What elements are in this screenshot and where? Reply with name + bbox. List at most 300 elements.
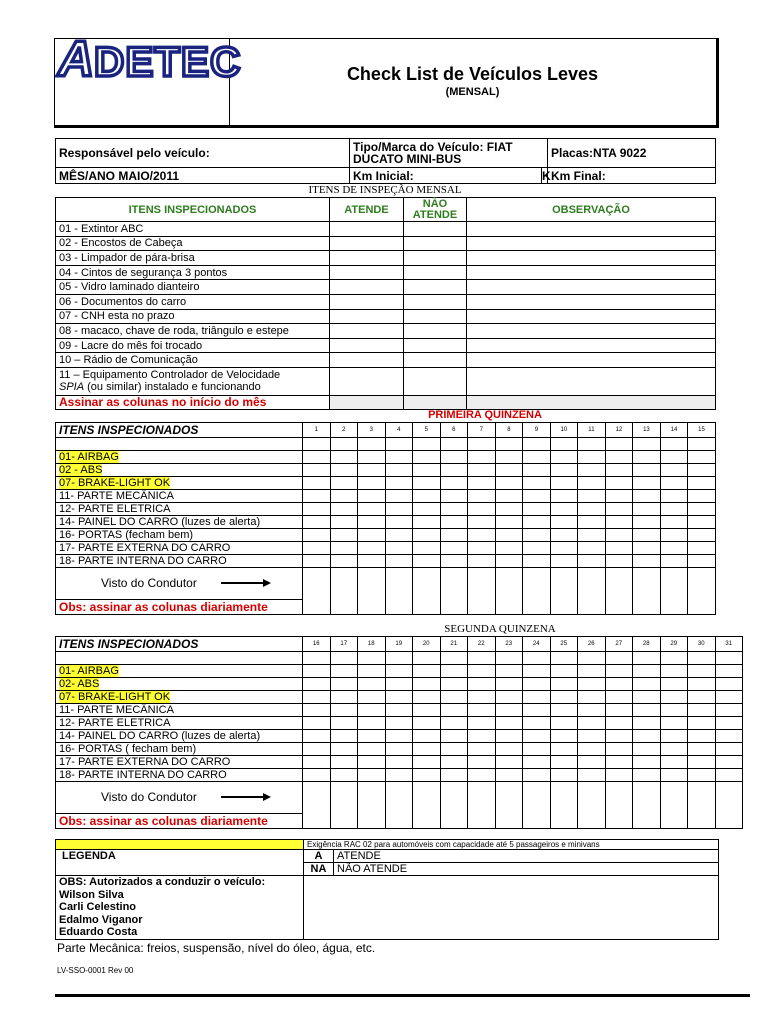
day-check-cell[interactable] — [605, 743, 633, 756]
day-check-cell[interactable] — [495, 503, 523, 516]
day-check-cell[interactable] — [715, 730, 743, 743]
day-check-cell[interactable] — [715, 652, 743, 665]
signature-cell[interactable] — [715, 782, 743, 829]
day-check-cell[interactable] — [523, 743, 551, 756]
day-check-cell[interactable] — [330, 529, 358, 542]
day-check-cell[interactable] — [578, 542, 606, 555]
day-check-cell[interactable] — [330, 503, 358, 516]
day-check-cell[interactable] — [523, 691, 551, 704]
day-check-cell[interactable] — [660, 477, 688, 490]
day-check-cell[interactable] — [440, 477, 468, 490]
signature-cell[interactable] — [605, 782, 633, 829]
day-check-cell[interactable] — [550, 464, 578, 477]
day-check-cell[interactable] — [413, 717, 441, 730]
day-check-cell[interactable] — [578, 477, 606, 490]
day-check-cell[interactable] — [468, 503, 496, 516]
day-check-cell[interactable] — [303, 503, 331, 516]
day-check-cell[interactable] — [660, 704, 688, 717]
day-check-cell[interactable] — [550, 743, 578, 756]
day-check-cell[interactable] — [413, 730, 441, 743]
day-check-cell[interactable] — [523, 477, 551, 490]
signature-cell[interactable] — [440, 782, 468, 829]
day-check-cell[interactable] — [523, 555, 551, 568]
day-check-cell[interactable] — [578, 678, 606, 691]
day-check-cell[interactable] — [468, 743, 496, 756]
day-check-cell[interactable] — [330, 464, 358, 477]
day-check-cell[interactable] — [358, 542, 386, 555]
day-check-cell[interactable] — [468, 704, 496, 717]
day-check-cell[interactable] — [468, 438, 496, 451]
day-check-cell[interactable] — [303, 490, 331, 503]
day-check-cell[interactable] — [330, 438, 358, 451]
day-check-cell[interactable] — [633, 490, 661, 503]
day-check-cell[interactable] — [358, 477, 386, 490]
day-check-cell[interactable] — [385, 665, 413, 678]
day-check-cell[interactable] — [523, 704, 551, 717]
day-check-cell[interactable] — [605, 756, 633, 769]
day-check-cell[interactable] — [605, 704, 633, 717]
day-check-cell[interactable] — [688, 691, 716, 704]
day-check-cell[interactable] — [633, 451, 661, 464]
day-check-cell[interactable] — [468, 555, 496, 568]
day-check-cell[interactable] — [303, 542, 331, 555]
day-check-cell[interactable] — [385, 730, 413, 743]
day-check-cell[interactable] — [688, 652, 716, 665]
day-check-cell[interactable] — [550, 542, 578, 555]
day-check-cell[interactable] — [495, 477, 523, 490]
nao-atende-cell[interactable] — [404, 353, 467, 368]
day-check-cell[interactable] — [550, 451, 578, 464]
day-check-cell[interactable] — [633, 756, 661, 769]
day-check-cell[interactable] — [605, 542, 633, 555]
day-check-cell[interactable] — [468, 691, 496, 704]
day-check-cell[interactable] — [495, 438, 523, 451]
day-check-cell[interactable] — [303, 691, 331, 704]
day-check-cell[interactable] — [578, 665, 606, 678]
day-check-cell[interactable] — [413, 769, 441, 782]
day-check-cell[interactable] — [715, 678, 743, 691]
day-check-cell[interactable] — [578, 555, 606, 568]
day-check-cell[interactable] — [330, 756, 358, 769]
day-check-cell[interactable] — [330, 743, 358, 756]
atende-cell[interactable] — [330, 309, 404, 324]
day-check-cell[interactable] — [660, 555, 688, 568]
day-check-cell[interactable] — [523, 665, 551, 678]
day-check-cell[interactable] — [578, 490, 606, 503]
day-check-cell[interactable] — [303, 529, 331, 542]
day-check-cell[interactable] — [440, 756, 468, 769]
day-check-cell[interactable] — [688, 555, 716, 568]
day-check-cell[interactable] — [495, 717, 523, 730]
day-check-cell[interactable] — [385, 652, 413, 665]
day-check-cell[interactable] — [385, 678, 413, 691]
day-check-cell[interactable] — [715, 769, 743, 782]
day-check-cell[interactable] — [330, 652, 358, 665]
day-check-cell[interactable] — [385, 464, 413, 477]
observacao-cell[interactable] — [467, 294, 716, 309]
day-check-cell[interactable] — [523, 756, 551, 769]
day-check-cell[interactable] — [385, 503, 413, 516]
signature-cell[interactable] — [688, 782, 716, 829]
day-check-cell[interactable] — [578, 438, 606, 451]
day-check-cell[interactable] — [440, 769, 468, 782]
day-check-cell[interactable] — [468, 451, 496, 464]
day-check-cell[interactable] — [550, 691, 578, 704]
day-check-cell[interactable] — [440, 678, 468, 691]
day-check-cell[interactable] — [413, 652, 441, 665]
day-check-cell[interactable] — [523, 490, 551, 503]
day-check-cell[interactable] — [550, 477, 578, 490]
day-check-cell[interactable] — [358, 704, 386, 717]
day-check-cell[interactable] — [605, 451, 633, 464]
day-check-cell[interactable] — [440, 743, 468, 756]
observacao-cell[interactable] — [467, 265, 716, 280]
day-check-cell[interactable] — [358, 678, 386, 691]
day-check-cell[interactable] — [633, 717, 661, 730]
day-check-cell[interactable] — [358, 691, 386, 704]
atende-cell[interactable] — [330, 236, 404, 251]
day-check-cell[interactable] — [440, 652, 468, 665]
day-check-cell[interactable] — [495, 665, 523, 678]
signature-cell[interactable] — [578, 782, 606, 829]
day-check-cell[interactable] — [578, 717, 606, 730]
day-check-cell[interactable] — [495, 652, 523, 665]
day-check-cell[interactable] — [605, 691, 633, 704]
day-check-cell[interactable] — [303, 743, 331, 756]
day-check-cell[interactable] — [715, 691, 743, 704]
day-check-cell[interactable] — [413, 438, 441, 451]
day-check-cell[interactable] — [385, 704, 413, 717]
day-check-cell[interactable] — [303, 477, 331, 490]
day-check-cell[interactable] — [578, 769, 606, 782]
day-check-cell[interactable] — [358, 717, 386, 730]
day-check-cell[interactable] — [660, 665, 688, 678]
day-check-cell[interactable] — [605, 490, 633, 503]
day-check-cell[interactable] — [303, 704, 331, 717]
day-check-cell[interactable] — [413, 529, 441, 542]
day-check-cell[interactable] — [550, 730, 578, 743]
day-check-cell[interactable] — [358, 555, 386, 568]
day-check-cell[interactable] — [605, 555, 633, 568]
signature-cell[interactable] — [660, 568, 688, 615]
day-check-cell[interactable] — [688, 451, 716, 464]
day-check-cell[interactable] — [688, 490, 716, 503]
signature-cell[interactable] — [550, 568, 578, 615]
day-check-cell[interactable] — [605, 730, 633, 743]
signature-cell[interactable] — [523, 568, 551, 615]
day-check-cell[interactable] — [633, 503, 661, 516]
day-check-cell[interactable] — [413, 542, 441, 555]
day-check-cell[interactable] — [633, 652, 661, 665]
day-check-cell[interactable] — [330, 477, 358, 490]
day-check-cell[interactable] — [440, 730, 468, 743]
observacao-cell[interactable] — [467, 280, 716, 295]
signature-cell[interactable] — [633, 568, 661, 615]
day-check-cell[interactable] — [303, 769, 331, 782]
day-check-cell[interactable] — [523, 451, 551, 464]
day-check-cell[interactable] — [605, 769, 633, 782]
signature-cell[interactable] — [358, 568, 386, 615]
day-check-cell[interactable] — [440, 451, 468, 464]
nao-atende-cell[interactable] — [404, 294, 467, 309]
day-check-cell[interactable] — [660, 769, 688, 782]
day-check-cell[interactable] — [330, 730, 358, 743]
day-check-cell[interactable] — [550, 704, 578, 717]
day-check-cell[interactable] — [358, 464, 386, 477]
day-check-cell[interactable] — [440, 490, 468, 503]
day-check-cell[interactable] — [523, 464, 551, 477]
day-check-cell[interactable] — [688, 743, 716, 756]
day-check-cell[interactable] — [660, 503, 688, 516]
day-check-cell[interactable] — [660, 464, 688, 477]
day-check-cell[interactable] — [688, 678, 716, 691]
day-check-cell[interactable] — [550, 529, 578, 542]
day-check-cell[interactable] — [303, 678, 331, 691]
day-check-cell[interactable] — [440, 665, 468, 678]
day-check-cell[interactable] — [578, 730, 606, 743]
day-check-cell[interactable] — [358, 490, 386, 503]
signature-cell[interactable] — [605, 568, 633, 615]
day-check-cell[interactable] — [688, 756, 716, 769]
day-check-cell[interactable] — [413, 464, 441, 477]
observacao-cell[interactable] — [467, 251, 716, 266]
day-check-cell[interactable] — [633, 477, 661, 490]
nao-atende-cell[interactable] — [404, 222, 467, 237]
day-check-cell[interactable] — [605, 464, 633, 477]
observacao-sign-cell[interactable] — [467, 395, 716, 409]
day-check-cell[interactable] — [413, 704, 441, 717]
day-check-cell[interactable] — [468, 756, 496, 769]
day-check-cell[interactable] — [605, 665, 633, 678]
atende-sign-cell[interactable] — [330, 395, 404, 409]
day-check-cell[interactable] — [440, 542, 468, 555]
day-check-cell[interactable] — [633, 704, 661, 717]
day-check-cell[interactable] — [523, 529, 551, 542]
day-check-cell[interactable] — [413, 691, 441, 704]
day-check-cell[interactable] — [330, 665, 358, 678]
observacao-cell[interactable] — [467, 309, 716, 324]
signature-cell[interactable] — [358, 782, 386, 829]
day-check-cell[interactable] — [330, 555, 358, 568]
day-check-cell[interactable] — [385, 477, 413, 490]
day-check-cell[interactable] — [468, 652, 496, 665]
day-check-cell[interactable] — [440, 464, 468, 477]
day-check-cell[interactable] — [330, 704, 358, 717]
day-check-cell[interactable] — [303, 665, 331, 678]
day-check-cell[interactable] — [578, 691, 606, 704]
day-check-cell[interactable] — [468, 464, 496, 477]
day-check-cell[interactable] — [605, 652, 633, 665]
atende-cell[interactable] — [330, 251, 404, 266]
signature-cell[interactable] — [440, 568, 468, 615]
signature-cell[interactable] — [413, 568, 441, 615]
signature-cell[interactable] — [303, 568, 331, 615]
day-check-cell[interactable] — [715, 665, 743, 678]
signature-cell[interactable] — [330, 568, 358, 615]
day-check-cell[interactable] — [303, 756, 331, 769]
day-check-cell[interactable] — [440, 438, 468, 451]
day-check-cell[interactable] — [385, 451, 413, 464]
day-check-cell[interactable] — [358, 529, 386, 542]
observacao-cell[interactable] — [467, 236, 716, 251]
day-check-cell[interactable] — [358, 730, 386, 743]
day-check-cell[interactable] — [468, 490, 496, 503]
day-check-cell[interactable] — [688, 730, 716, 743]
day-check-cell[interactable] — [358, 756, 386, 769]
day-check-cell[interactable] — [358, 769, 386, 782]
day-check-cell[interactable] — [605, 516, 633, 529]
day-check-cell[interactable] — [523, 516, 551, 529]
day-check-cell[interactable] — [550, 665, 578, 678]
day-check-cell[interactable] — [688, 516, 716, 529]
day-check-cell[interactable] — [523, 769, 551, 782]
day-check-cell[interactable] — [385, 691, 413, 704]
day-check-cell[interactable] — [495, 678, 523, 691]
day-check-cell[interactable] — [660, 691, 688, 704]
atende-cell[interactable] — [330, 324, 404, 339]
signature-cell[interactable] — [330, 782, 358, 829]
day-check-cell[interactable] — [413, 490, 441, 503]
day-check-cell[interactable] — [660, 743, 688, 756]
day-check-cell[interactable] — [495, 451, 523, 464]
nao-atende-cell[interactable] — [404, 236, 467, 251]
day-check-cell[interactable] — [303, 464, 331, 477]
day-check-cell[interactable] — [688, 717, 716, 730]
signature-cell[interactable] — [385, 568, 413, 615]
nao-atende-cell[interactable] — [404, 309, 467, 324]
day-check-cell[interactable] — [303, 451, 331, 464]
day-check-cell[interactable] — [523, 717, 551, 730]
day-check-cell[interactable] — [633, 464, 661, 477]
day-check-cell[interactable] — [495, 769, 523, 782]
day-check-cell[interactable] — [385, 516, 413, 529]
atende-cell[interactable] — [330, 280, 404, 295]
atende-cell[interactable] — [330, 353, 404, 368]
day-check-cell[interactable] — [523, 652, 551, 665]
day-check-cell[interactable] — [440, 555, 468, 568]
day-check-cell[interactable] — [578, 756, 606, 769]
day-check-cell[interactable] — [413, 516, 441, 529]
day-check-cell[interactable] — [633, 665, 661, 678]
day-check-cell[interactable] — [385, 529, 413, 542]
day-check-cell[interactable] — [523, 678, 551, 691]
day-check-cell[interactable] — [578, 464, 606, 477]
day-check-cell[interactable] — [385, 769, 413, 782]
day-check-cell[interactable] — [358, 665, 386, 678]
day-check-cell[interactable] — [605, 477, 633, 490]
day-check-cell[interactable] — [688, 477, 716, 490]
day-check-cell[interactable] — [495, 743, 523, 756]
day-check-cell[interactable] — [550, 438, 578, 451]
day-check-cell[interactable] — [633, 678, 661, 691]
day-check-cell[interactable] — [330, 769, 358, 782]
signature-cell[interactable] — [495, 782, 523, 829]
day-check-cell[interactable] — [688, 503, 716, 516]
atende-cell[interactable] — [330, 222, 404, 237]
day-check-cell[interactable] — [303, 555, 331, 568]
day-check-cell[interactable] — [413, 743, 441, 756]
day-check-cell[interactable] — [303, 652, 331, 665]
day-check-cell[interactable] — [468, 477, 496, 490]
day-check-cell[interactable] — [633, 555, 661, 568]
day-check-cell[interactable] — [660, 451, 688, 464]
day-check-cell[interactable] — [385, 490, 413, 503]
day-check-cell[interactable] — [495, 529, 523, 542]
day-check-cell[interactable] — [330, 490, 358, 503]
day-check-cell[interactable] — [523, 438, 551, 451]
nao-atende-cell[interactable] — [404, 265, 467, 280]
nao-atende-cell[interactable] — [404, 251, 467, 266]
day-check-cell[interactable] — [440, 691, 468, 704]
day-check-cell[interactable] — [440, 717, 468, 730]
day-check-cell[interactable] — [468, 678, 496, 691]
nao-atende-cell[interactable] — [404, 280, 467, 295]
signature-cell[interactable] — [495, 568, 523, 615]
signature-cell[interactable] — [413, 782, 441, 829]
day-check-cell[interactable] — [413, 665, 441, 678]
signature-cell[interactable] — [303, 782, 331, 829]
day-check-cell[interactable] — [413, 503, 441, 516]
day-check-cell[interactable] — [303, 516, 331, 529]
day-check-cell[interactable] — [550, 490, 578, 503]
day-check-cell[interactable] — [660, 678, 688, 691]
day-check-cell[interactable] — [495, 516, 523, 529]
signature-cell[interactable] — [633, 782, 661, 829]
day-check-cell[interactable] — [633, 743, 661, 756]
day-check-cell[interactable] — [303, 438, 331, 451]
day-check-cell[interactable] — [358, 503, 386, 516]
day-check-cell[interactable] — [550, 516, 578, 529]
day-check-cell[interactable] — [550, 717, 578, 730]
day-check-cell[interactable] — [578, 743, 606, 756]
day-check-cell[interactable] — [715, 704, 743, 717]
atende-cell[interactable] — [330, 265, 404, 280]
signature-cell[interactable] — [578, 568, 606, 615]
day-check-cell[interactable] — [660, 652, 688, 665]
day-check-cell[interactable] — [358, 743, 386, 756]
day-check-cell[interactable] — [468, 542, 496, 555]
day-check-cell[interactable] — [385, 756, 413, 769]
day-check-cell[interactable] — [358, 652, 386, 665]
day-check-cell[interactable] — [715, 743, 743, 756]
atende-cell[interactable] — [330, 294, 404, 309]
day-check-cell[interactable] — [330, 717, 358, 730]
day-check-cell[interactable] — [688, 665, 716, 678]
day-check-cell[interactable] — [660, 438, 688, 451]
observacao-cell[interactable] — [467, 222, 716, 237]
day-check-cell[interactable] — [715, 756, 743, 769]
signature-cell[interactable] — [468, 568, 496, 615]
day-check-cell[interactable] — [550, 555, 578, 568]
day-check-cell[interactable] — [578, 516, 606, 529]
day-check-cell[interactable] — [605, 529, 633, 542]
day-check-cell[interactable] — [495, 490, 523, 503]
day-check-cell[interactable] — [385, 743, 413, 756]
day-check-cell[interactable] — [633, 542, 661, 555]
day-check-cell[interactable] — [550, 503, 578, 516]
day-check-cell[interactable] — [688, 704, 716, 717]
day-check-cell[interactable] — [330, 691, 358, 704]
day-check-cell[interactable] — [688, 464, 716, 477]
signature-cell[interactable] — [523, 782, 551, 829]
day-check-cell[interactable] — [578, 704, 606, 717]
day-check-cell[interactable] — [605, 678, 633, 691]
day-check-cell[interactable] — [688, 542, 716, 555]
day-check-cell[interactable] — [413, 678, 441, 691]
day-check-cell[interactable] — [633, 529, 661, 542]
day-check-cell[interactable] — [330, 542, 358, 555]
day-check-cell[interactable] — [715, 717, 743, 730]
